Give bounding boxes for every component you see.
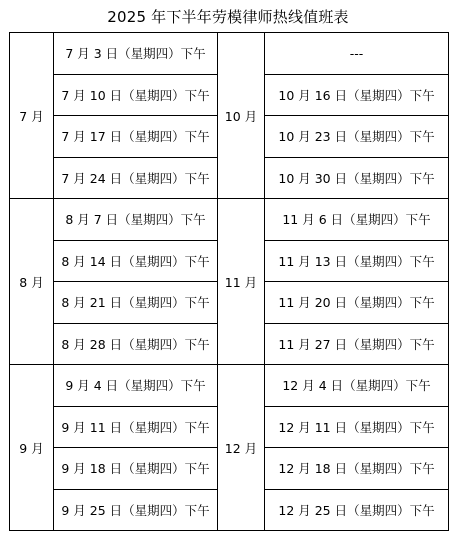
table-row xyxy=(10,199,449,241)
date-cell: 12 月 18 日（星期四）下午 xyxy=(265,448,449,490)
date-cell: 12 月 25 日（星期四）下午 xyxy=(265,489,449,531)
date-cell: 12 月 4 日（星期四）下午 xyxy=(265,365,449,407)
date-cell: 11 月 27 日（星期四）下午 xyxy=(265,323,449,365)
date-cell: 8 月 21 日（星期四）下午 xyxy=(54,282,218,324)
date-cell: 9 月 11 日（星期四）下午 xyxy=(54,406,218,448)
date-cell: 11 月 20 日（星期四）下午 xyxy=(265,282,449,324)
date-cell: 7 月 17 日（星期四）下午 xyxy=(54,116,218,158)
date-cell: 11 月 13 日（星期四）下午 xyxy=(265,240,449,282)
date-cell: 10 月 16 日（星期四）下午 xyxy=(265,74,449,116)
date-cell: 7 月 10 日（星期四）下午 xyxy=(54,74,218,116)
duty-schedule-table xyxy=(9,32,449,531)
date-cell: 8 月 7 日（星期四）下午 xyxy=(54,199,218,241)
date-cell: 9 月 18 日（星期四）下午 xyxy=(54,448,218,490)
date-cell: 10 月 23 日（星期四）下午 xyxy=(265,116,449,158)
month-cell: 7 月 xyxy=(10,33,54,199)
month-cell: 9 月 xyxy=(10,365,54,531)
date-cell: 11 月 6 日（星期四）下午 xyxy=(265,199,449,241)
date-cell: --- xyxy=(265,33,449,75)
date-cell: 7 月 3 日（星期四）下午 xyxy=(54,33,218,75)
date-cell: 9 月 4 日（星期四）下午 xyxy=(54,365,218,407)
date-cell: 8 月 28 日（星期四）下午 xyxy=(54,323,218,365)
page-title: 2025 年下半年劳模律师热线值班表 xyxy=(107,8,349,26)
table-row xyxy=(10,33,449,75)
month-cell: 8 月 xyxy=(10,199,54,365)
table-row xyxy=(10,365,449,407)
month-cell: 12 月 xyxy=(218,365,265,531)
date-cell: 9 月 25 日（星期四）下午 xyxy=(54,489,218,531)
date-cell: 10 月 30 日（星期四）下午 xyxy=(265,157,449,199)
month-cell: 11 月 xyxy=(218,199,265,365)
month-cell: 10 月 xyxy=(218,33,265,199)
date-cell: 8 月 14 日（星期四）下午 xyxy=(54,240,218,282)
date-cell: 12 月 11 日（星期四）下午 xyxy=(265,406,449,448)
date-cell: 7 月 24 日（星期四）下午 xyxy=(54,157,218,199)
